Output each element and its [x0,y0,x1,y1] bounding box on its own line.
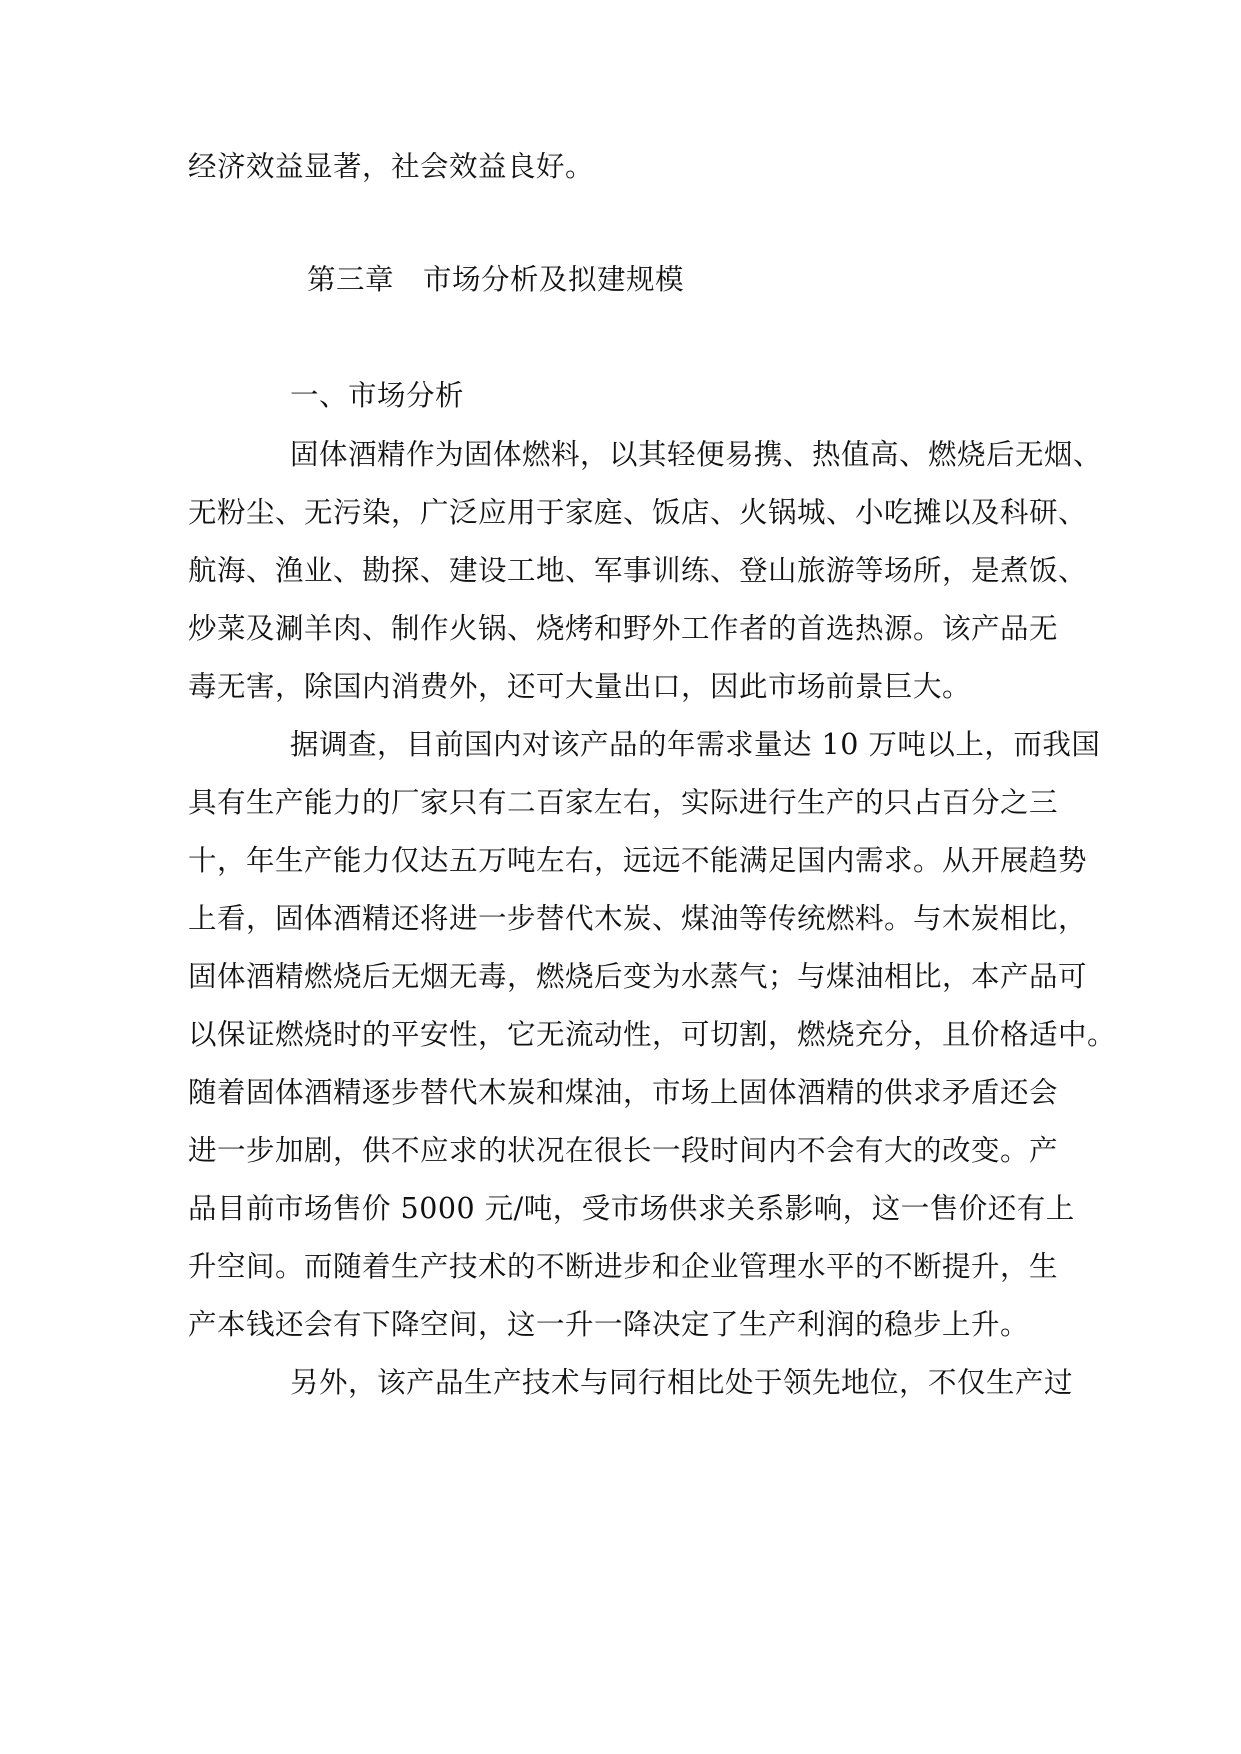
paragraph-line: 无粉尘、无污染，广泛应用于家庭、饭店、火锅城、小吃摊以及科研、 [188,496,1088,529]
chapter-title: 第三章 市场分析及拟建规模 [307,263,685,296]
paragraph-line: 另外，该产品生产技术与同行相比处于领先地位，不仅生产过 [290,1366,1074,1399]
paragraph-line: 以保证燃烧时的平安性，它无流动性，可切割，燃烧充分，且价格适中。 [188,1018,1117,1051]
paragraph-line: 进一步加剧，供不应求的状况在很长一段时间内不会有大的改变。产 [188,1134,1059,1167]
paragraph-line: 据调查，目前国内对该产品的年需求量达 10 万吨以上，而我国 [290,728,1101,761]
paragraph-line: 航海、渔业、勘探、建设工地、军事训练、登山旅游等场所，是煮饭、 [188,554,1088,587]
paragraph-line: 升空间。而随着生产技术的不断进步和企业管理水平的不断提升，生 [188,1250,1059,1283]
paragraph-line: 炒菜及涮羊肉、制作火锅、烧烤和野外工作者的首选热源。该产品无 [188,612,1059,645]
paragraph-line: 品目前市场售价 5000 元/吨，受市场供求关系影响，这一售价还有上 [188,1192,1075,1225]
paragraph-line: 毒无害，除国内消费外，还可大量出口，因此市场前景巨大。 [188,670,972,703]
paragraph-line: 产本钱还会有下降空间，这一升一降决定了生产利润的稳步上升。 [188,1308,1030,1341]
paragraph-line: 固体酒精作为固体燃料，以其轻便易携、热值高、燃烧后无烟、 [290,438,1103,471]
paragraph-line: 具有生产能力的厂家只有二百家左右，实际进行生产的只占百分之三 [188,786,1059,819]
paragraph-line: 十，年生产能力仅达五万吨左右，远远不能满足国内需求。从开展趋势 [188,844,1088,877]
section-heading: 一、市场分析 [290,379,465,412]
paragraph-line: 上看，固体酒精还将进一步替代木炭、煤油等传统燃料。与木炭相比， [188,902,1088,935]
paragraph-line: 随着固体酒精逐步替代木炭和煤油，市场上固体酒精的供求矛盾还会 [188,1076,1059,1109]
paragraph-line: 固体酒精燃烧后无烟无毒，燃烧后变为水蒸气；与煤油相比，本产品可 [188,960,1088,993]
opening-line: 经济效益显著，社会效益良好。 [188,150,595,183]
